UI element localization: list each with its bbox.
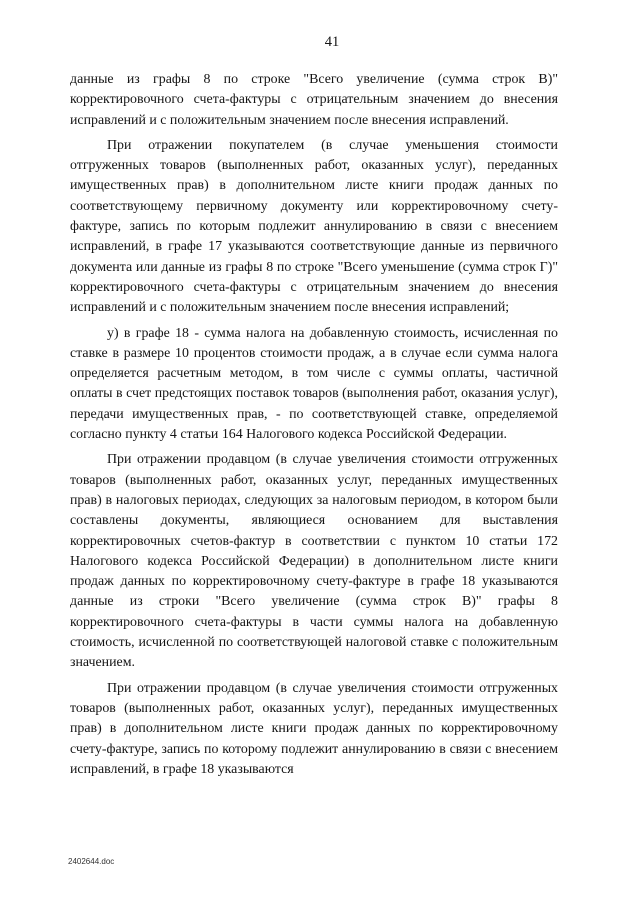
paragraph-2: При отражении покупателем (в случае уменьшения стоимости отгруженных товаров (выполненных работ, оказанных услуг), переданных имущественных прав) в дополнительном листе книги продаж данных по соответствующему первичному документу или корректировочному счету-фактуре, запись по которым подлежит аннулированию в связи с внесением исправлений, в графе 17 указываются соответствующие данные из первичного документа или данные из графы 8 по строке "Всего уменьшение (сумма строк Г)" корректировочного счета-фактуры с отрицательным значением до внесения исправлений и с положительным значением после внесения исправлений; [70,137,558,316]
paragraph-4: При отражении продавцом (в случае увеличения стоимости отгруженных товаров (выполненных работ, оказанных услуг, переданных имущественных прав) в налоговых периодах, следующих за налоговым периодом, в котором были составлены документы, являющиеся основанием для выставления корректировочных счетов-фактур в соответствии с пунктом 10 статьи 172 Налогового кодекса Российской Федерации) в дополнительном листе книги продаж данных по корректировочному счету-фактуре в графе 18 указываются данные из строки "Всего увеличение (сумма строк В)" графы 8 корректировочного счета-фактуры в части суммы налога на добавленную стоимость, исчисленной по соответствующей налоговой ставке с положительным значением. [70,452,558,671]
file-name-footer: 2402644.doc [68,857,115,866]
page-number: 41 [324,34,340,50]
paragraph-3: у) в графе 18 - сумма налога на добавленную стоимость, исчисленная по ставке в размере 10 процентов стоимости продаж, а в случае если сумма налога определяется расчетным методом, в том числе с суммы оплаты, частичной оплаты в счет предстоящих поставок товаров (выполнения работ, оказания услуг), передачи имущественных прав, - по соответствующей ставке, определяемой согласно пункту 4 статьи 164 Налогового кодекса Российской Федерации. [70,325,558,443]
paragraph-1: данные из графы 8 по строке "Всего увеличение (сумма строк В)" корректировочного счета-фактуры с отрицательным значением до внесения исправлений и с положительным значением после внесения исправлений. [70,72,558,128]
paragraph-5: При отражении продавцом (в случае увеличения стоимости отгруженных товаров (выполненных работ, оказанных услуг), переданных имущественных прав) в дополнительном листе книги продаж данных по корректировочному счету-фактуре, запись по которому подлежит аннулированию в связи с внесением исправлений, в графе 18 указываются [70,680,558,777]
document-body [70,70,558,785]
